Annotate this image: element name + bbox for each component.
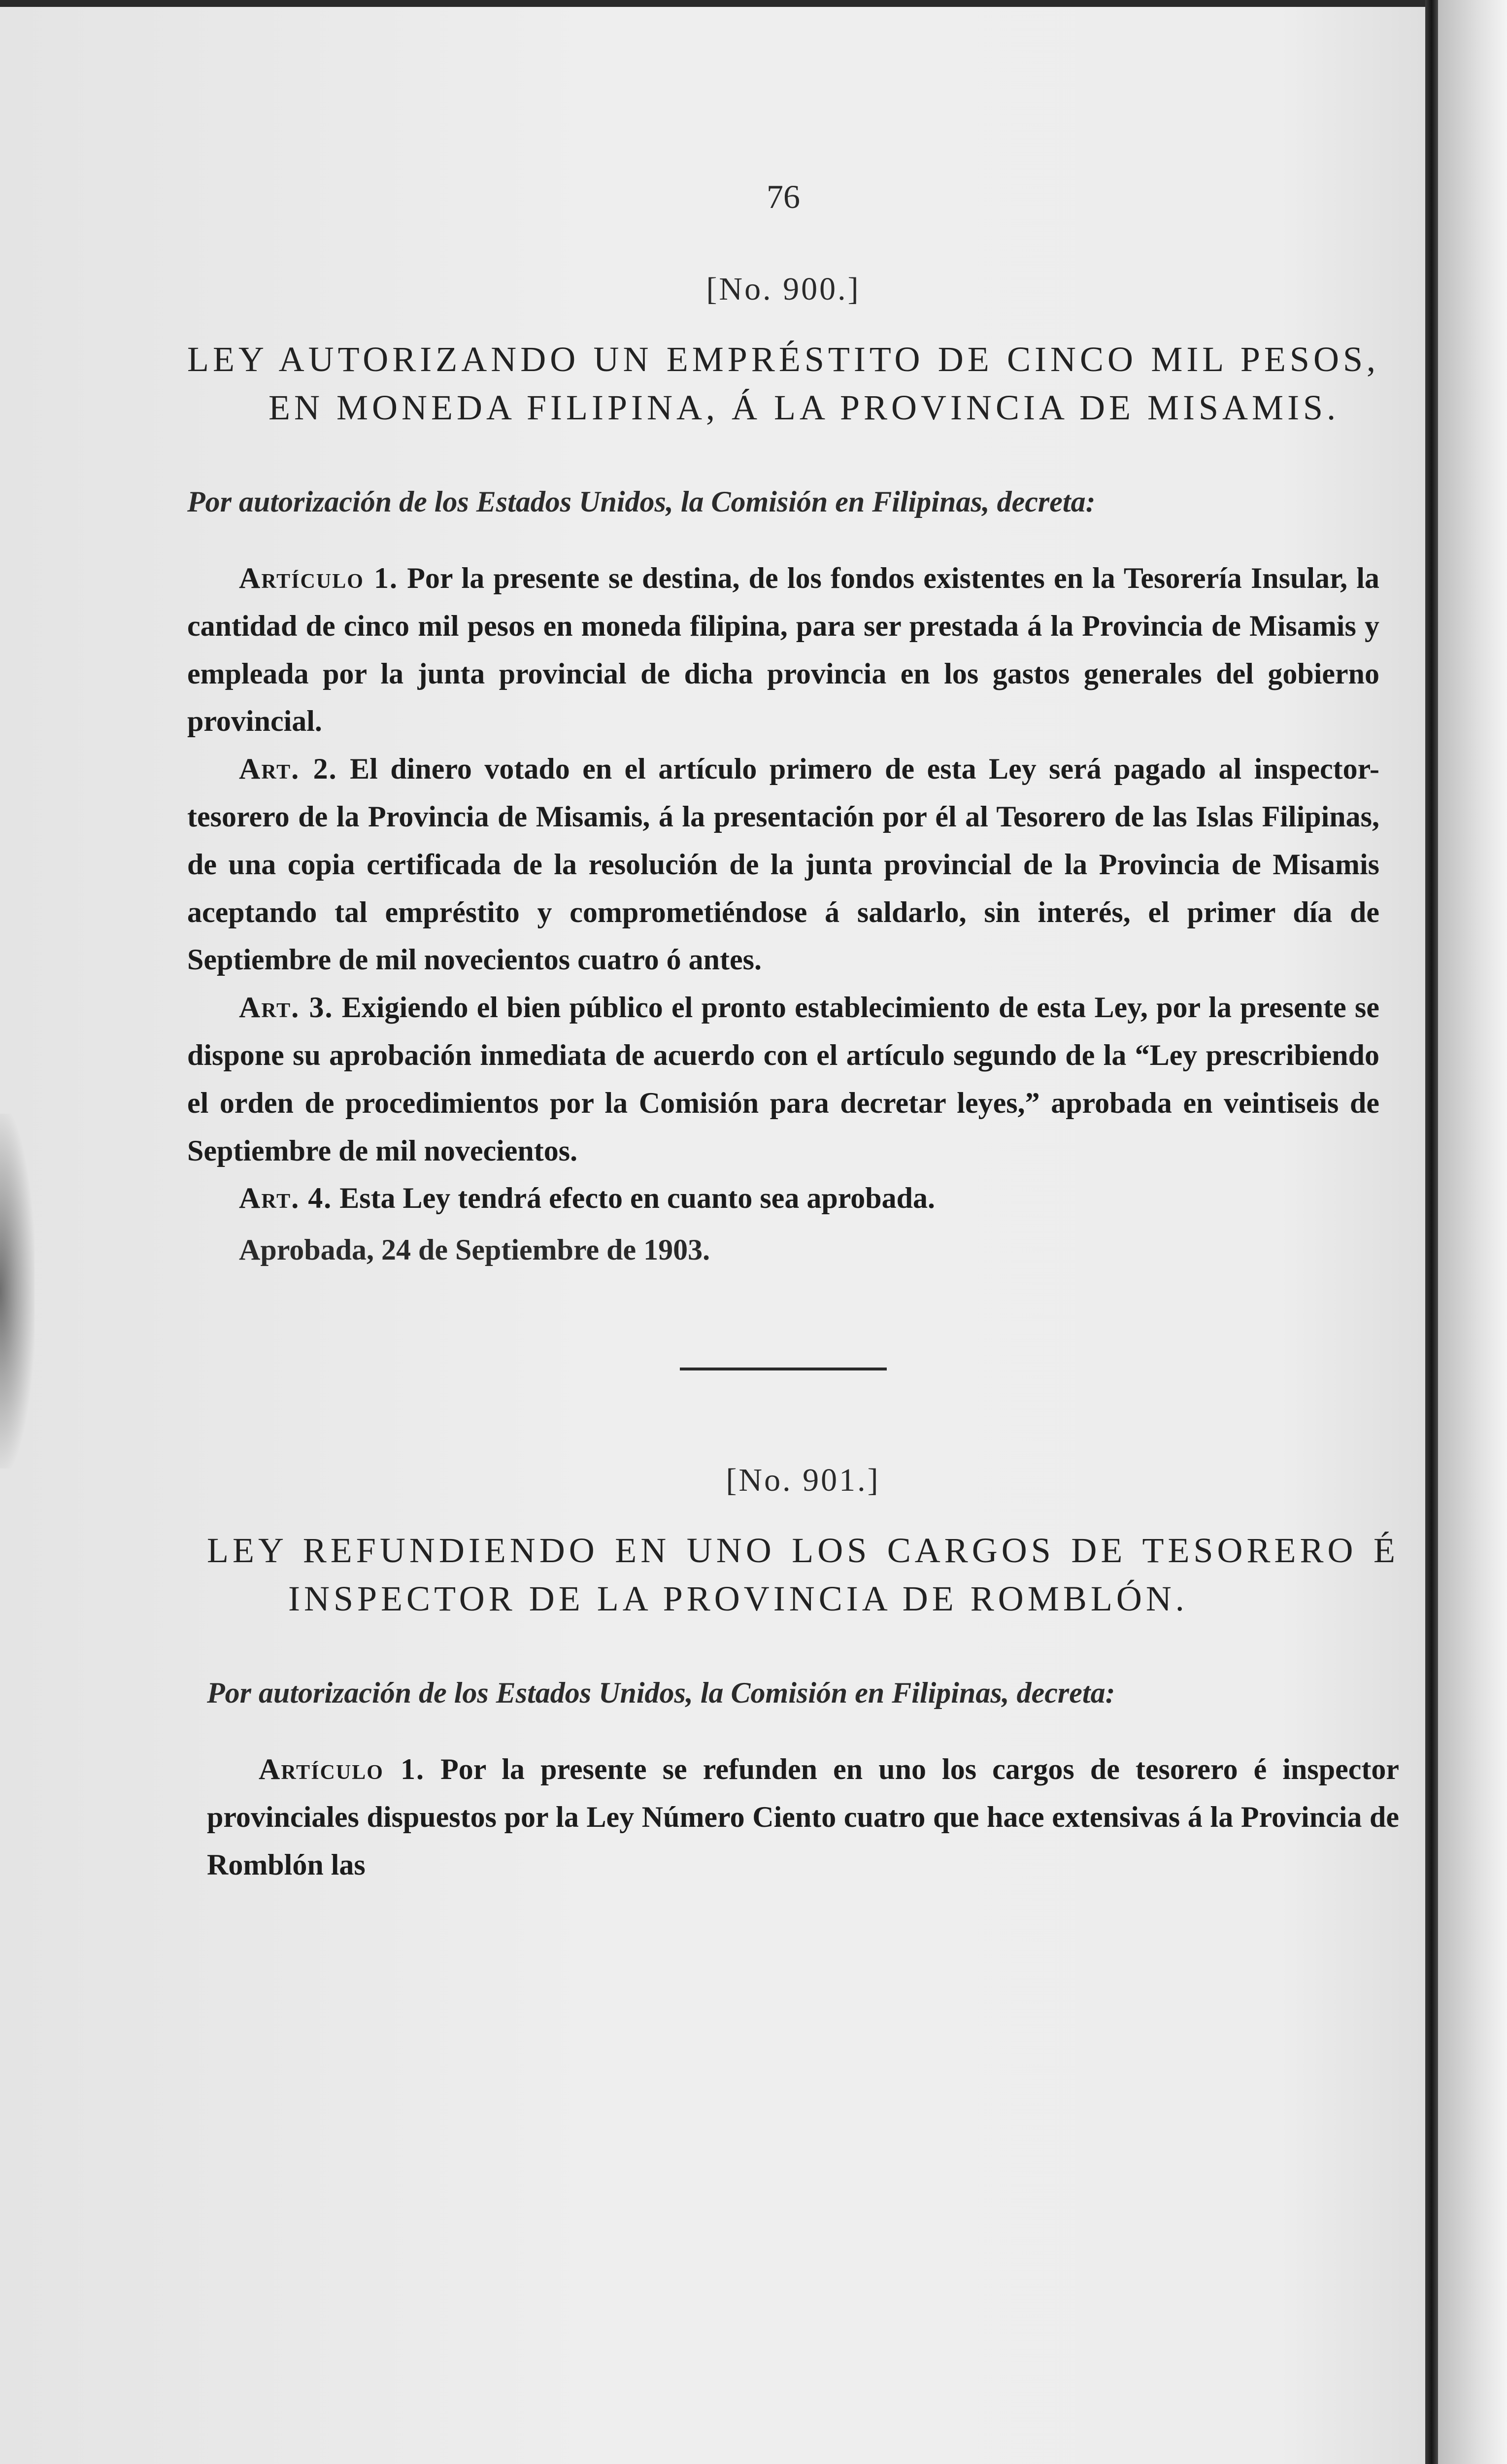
- article-label: Art. 4.: [239, 1182, 333, 1215]
- article-2: [187, 745, 1379, 984]
- article-1: [187, 554, 1379, 745]
- article-label: Artículo 1.: [239, 562, 399, 594]
- article-label: Artículo 1.: [259, 1752, 425, 1785]
- article-label: Art. 2.: [239, 753, 337, 786]
- article-text: El dinero votado en el artículo primero de esta Ley será pagado al inspector-tesorero de la Provincia de Misamis, á la presentación por él al Tesorero de las Islas Filipinas, de una copia certificada de la resolución de la junta provincial de la Provincia de Misamis aceptando tal empréstito y comprometiéndose á saldarlo, sin interés, el primer día de Septiembre de mil novecientos cuatro ó antes.: [187, 753, 1379, 976]
- law-number: [No. 900.]: [706, 271, 861, 307]
- law-901: [207, 1462, 1399, 1888]
- law-number: [No. 901.]: [726, 1462, 880, 1498]
- enacting-clause: Por autorización de los Estados Unidos, la Comisión en Filipinas, decreta:: [187, 485, 1096, 518]
- book-spine: [1425, 0, 1438, 2464]
- article-text: Esta Ley tendrá efecto en cuanto sea aprobada.: [339, 1182, 936, 1215]
- article-text: Por la presente se refunden en uno los cargos de tesorero é inspector provinciales dispuestos por la Ley Número Ciento cuatro que hace extensivas á la Provincia de Romblón las: [207, 1752, 1400, 1881]
- approval-date: Aprobada, 24 de Septiembre de 1903.: [239, 1233, 710, 1266]
- law-900: [187, 271, 1379, 1274]
- article-text: Por la presente se destina, de los fondos existentes en la Tesorería Insular, la cantidad de cinco mil pesos en moneda filipina, para ser prestada á la Provincia de Misamis y empleada por la junta provincial de dicha provincia en los gastos generales del gobierno provincial.: [187, 562, 1380, 738]
- article-3: [187, 984, 1379, 1174]
- page-content: [187, 177, 1400, 1888]
- enacting-clause: Por autorización de los Estados Unidos, la Comisión en Filipinas, decreta:: [207, 1676, 1115, 1709]
- law-title: LEY AUTORIZANDO UN EMPRÉSTITO DE CINCO MIL PESOS, EN MONEDA FILIPINA, Á LA PROVINCIA DE MISAMIS.: [187, 340, 1379, 427]
- article-label: Art. 3.: [239, 991, 334, 1024]
- article-1: [207, 1745, 1399, 1888]
- section-separator: [680, 1368, 887, 1370]
- law-title: LEY REFUNDIENDO EN UNO LOS CARGOS DE TESORERO É INSPECTOR DE LA PROVINCIA DE ROMBLÓN.: [207, 1530, 1399, 1618]
- page-smudge: [0, 1114, 34, 1469]
- page-number: 76: [767, 178, 800, 215]
- spine-shadow: [1438, 0, 1507, 2464]
- article-text: Exigiendo el bien público el pronto establecimiento de esta Ley, por la presente se dispone su aprobación inmediata de acuerdo con el artículo segundo de la “Ley prescribiendo el orden de procedimientos por la Comisión para decretar leyes,” aprobada en veintiseis de Septiembre de mil novecientos.: [187, 991, 1380, 1167]
- page-top-edge: [0, 0, 1429, 7]
- article-4: [187, 1174, 1379, 1222]
